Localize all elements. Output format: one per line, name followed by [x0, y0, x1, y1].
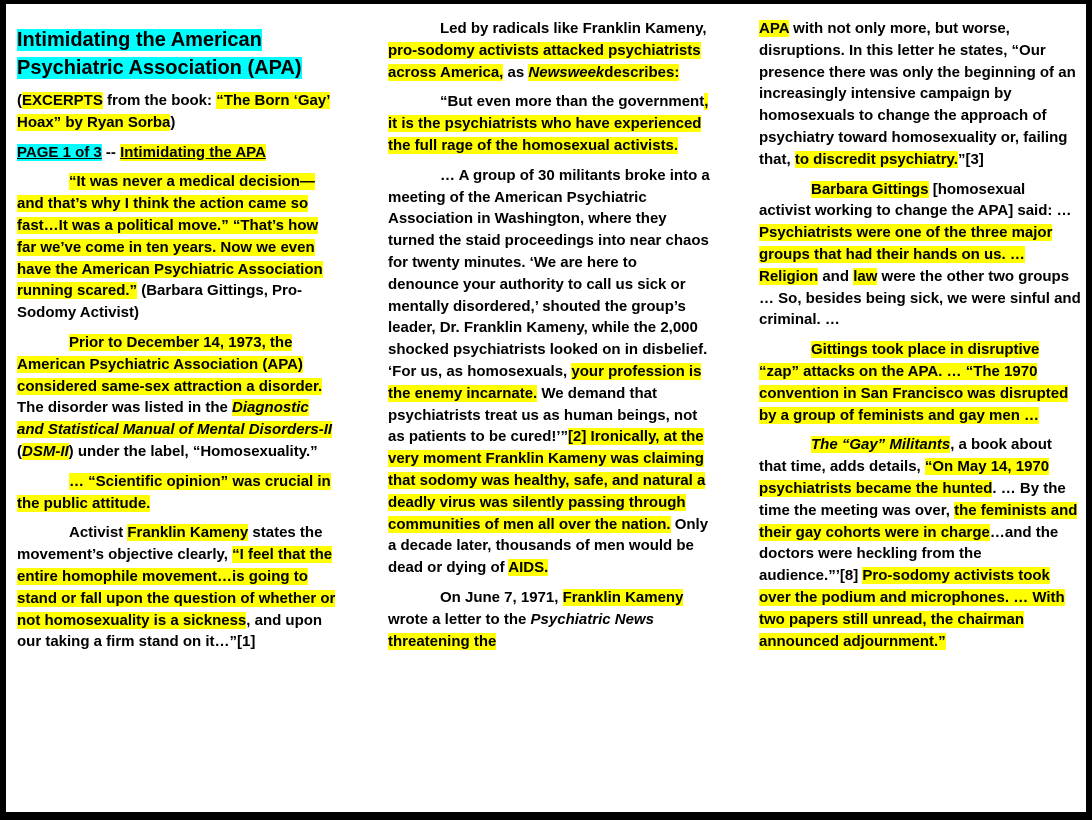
- text-span: describes:: [604, 63, 680, 81]
- text-span: On June 7, 1971,: [440, 588, 563, 606]
- book-title: “The Born ‘Gay’ Hoax”: [17, 92, 331, 131]
- document-page: [6, 4, 1086, 812]
- text-span: …and the doctors were heckling from the audience.”’[8]: [759, 523, 1059, 585]
- text-span: EXCERPTS: [22, 92, 103, 109]
- text-span: to discredit psychiatry.: [794, 150, 958, 168]
- text-span: law: [853, 267, 878, 285]
- text-span: Religion: [759, 267, 819, 285]
- manual-abbrev: DSM-II: [22, 442, 69, 460]
- publication-name: Psychiatric News: [530, 610, 654, 628]
- paragraph: [759, 179, 1081, 332]
- paragraph: [17, 332, 337, 463]
- paragraph: [388, 165, 710, 579]
- text-span: … “Scientific opinion” was crucial in the public attitude.: [17, 472, 331, 512]
- text-span: Prior to December 14, 1973, the American Psychiatric Association (APA) considered same-sex attraction a disorder.: [17, 333, 323, 395]
- text-span: threatening the: [388, 632, 497, 650]
- text-span: APA: [759, 20, 789, 37]
- text-span: . … By the time the meeting was over,: [759, 479, 1066, 519]
- text-span: The disorder was listed in the: [17, 399, 233, 417]
- text-span: AIDS.: [508, 559, 549, 577]
- text-span: the feminists and their gay cohorts were in charge: [759, 501, 1078, 541]
- paragraph: [388, 587, 710, 652]
- text-span: pro-sodomy activists attacked psychiatrists across America,: [388, 41, 701, 81]
- text-span: [homosexual activist working to change the APA] said: …: [759, 180, 1072, 220]
- text-span: Activist: [69, 524, 128, 542]
- column-1: [17, 26, 337, 661]
- text-span: states the movement’s objective clearly,: [17, 524, 323, 564]
- paragraph: [388, 91, 710, 156]
- text-span: ): [170, 113, 176, 131]
- text-span: were the other two groups … So, besides being sick, we were sinful and criminal. …: [759, 267, 1081, 329]
- paragraph: [759, 18, 1081, 171]
- paragraph: [759, 434, 1081, 652]
- quote: “It was never a medical decision—and that’s why I think the action came so fast…It was a political move.” “That’s how far we’ve come in ten years. Now we even have the American Psychiatric Association running scared.”: [17, 173, 323, 300]
- text-span: Led by radicals like Franklin Kameny,: [440, 20, 707, 37]
- text-span: and: [818, 267, 854, 285]
- text-span: We demand that psychiatrists treat us as human beings, not as patients to be cured!’”: [388, 384, 698, 446]
- text-span: by Ryan Sorba: [61, 113, 171, 131]
- paragraph: [17, 171, 337, 324]
- paragraph: [759, 339, 1081, 426]
- text-span: from the book:: [102, 92, 217, 109]
- quote: “I feel that the entire homophile movement…is going to stand or fall upon the question of whether or not homosexuality is a sickness: [17, 546, 336, 629]
- paragraph: [17, 471, 337, 515]
- column-2: [388, 18, 710, 660]
- manual-title: Diagnostic and Statistical Manual of Mental Disorders-II: [17, 399, 333, 439]
- text-span: , it is the psychiatrists who have experienced the full rage of the homosexual activists.: [388, 93, 709, 154]
- text-span: wrote a letter to the: [388, 610, 531, 628]
- section-link[interactable]: Intimidating the APA: [120, 143, 266, 161]
- publication-name: Newsweek: [528, 63, 605, 81]
- text-span: ) under the label, “Homosexuality.”: [68, 442, 318, 460]
- column-3: [759, 18, 1081, 660]
- text-span: “But even more than the government: [440, 93, 705, 111]
- paragraph: [17, 522, 337, 653]
- text-span: [2] Ironically, at the very moment Franklin Kameny was claiming that sodomy was healthy, safe, and natural a deadly virus was silently passing through communities of men all over the nation.: [388, 428, 706, 533]
- text-span: , a book about that time, adds details,: [759, 436, 1052, 476]
- book-title: The “Gay” Militants: [811, 436, 951, 454]
- text-span: --: [101, 143, 121, 161]
- text-span: Pro-sodomy activists took over the podium and microphones. … With two papers still unread, the chairman announced adjournment.”: [759, 567, 1065, 650]
- page-indicator: [17, 142, 337, 164]
- text-span: … A group of 30 militants broke into a meeting of the American Psychiatric Association in Washington, where they turned the staid proceedings into near chaos for twenty minutes. ‘We are here to denounce your authority to call us sick or mentally disordered,’ shouted the group’s leader, Dr. Franklin Kameny, while the 2,000 shocked psychiatrists looked on in disbelief. ‘For us, as homosexuals,: [388, 166, 710, 380]
- text-span: Gittings took place in disruptive “zap” attacks on the APA. … “The 1970 convention in San Francisco was disrupted by a group of feminists and gay men …: [759, 341, 1069, 424]
- person-name: Franklin Kameny: [562, 588, 684, 606]
- page-title: Intimidating the American Psychiatric Association (APA): [17, 29, 302, 79]
- text-span: your profession is the enemy incarnate.: [388, 362, 702, 402]
- page-number-link[interactable]: PAGE 1 of 3: [17, 143, 102, 161]
- excerpt-note: [17, 90, 337, 134]
- person-name: Barbara Gittings: [811, 180, 929, 198]
- text-span: as: [503, 63, 529, 81]
- text-span: Only a decade later, thousands of men would be dead or dying of: [388, 515, 709, 577]
- text-span: (: [17, 442, 22, 460]
- text-span: Psychiatrists were one of the three major groups that had their hands on us. …: [759, 224, 1053, 263]
- text-span: with not only more, but worse, disruptions. In this letter he states, “Our presence there was only the beginning of an increasingly intensive campaign by homosexuals to change the approach of psychiatry toward homosexuality or, failing that,: [759, 20, 1076, 168]
- person-name: Franklin Kameny: [127, 524, 249, 542]
- text-span: “On May 14, 1970 psychiatrists became the hunted: [759, 458, 1050, 497]
- text-span: , and upon our taking a firm stand on it…”[1]: [17, 611, 323, 651]
- text-span: ”[3]: [957, 150, 984, 168]
- text-span: (: [17, 92, 22, 109]
- attribution: (Barbara Gittings, Pro-Sodomy Activist): [17, 282, 303, 322]
- paragraph: [388, 18, 710, 83]
